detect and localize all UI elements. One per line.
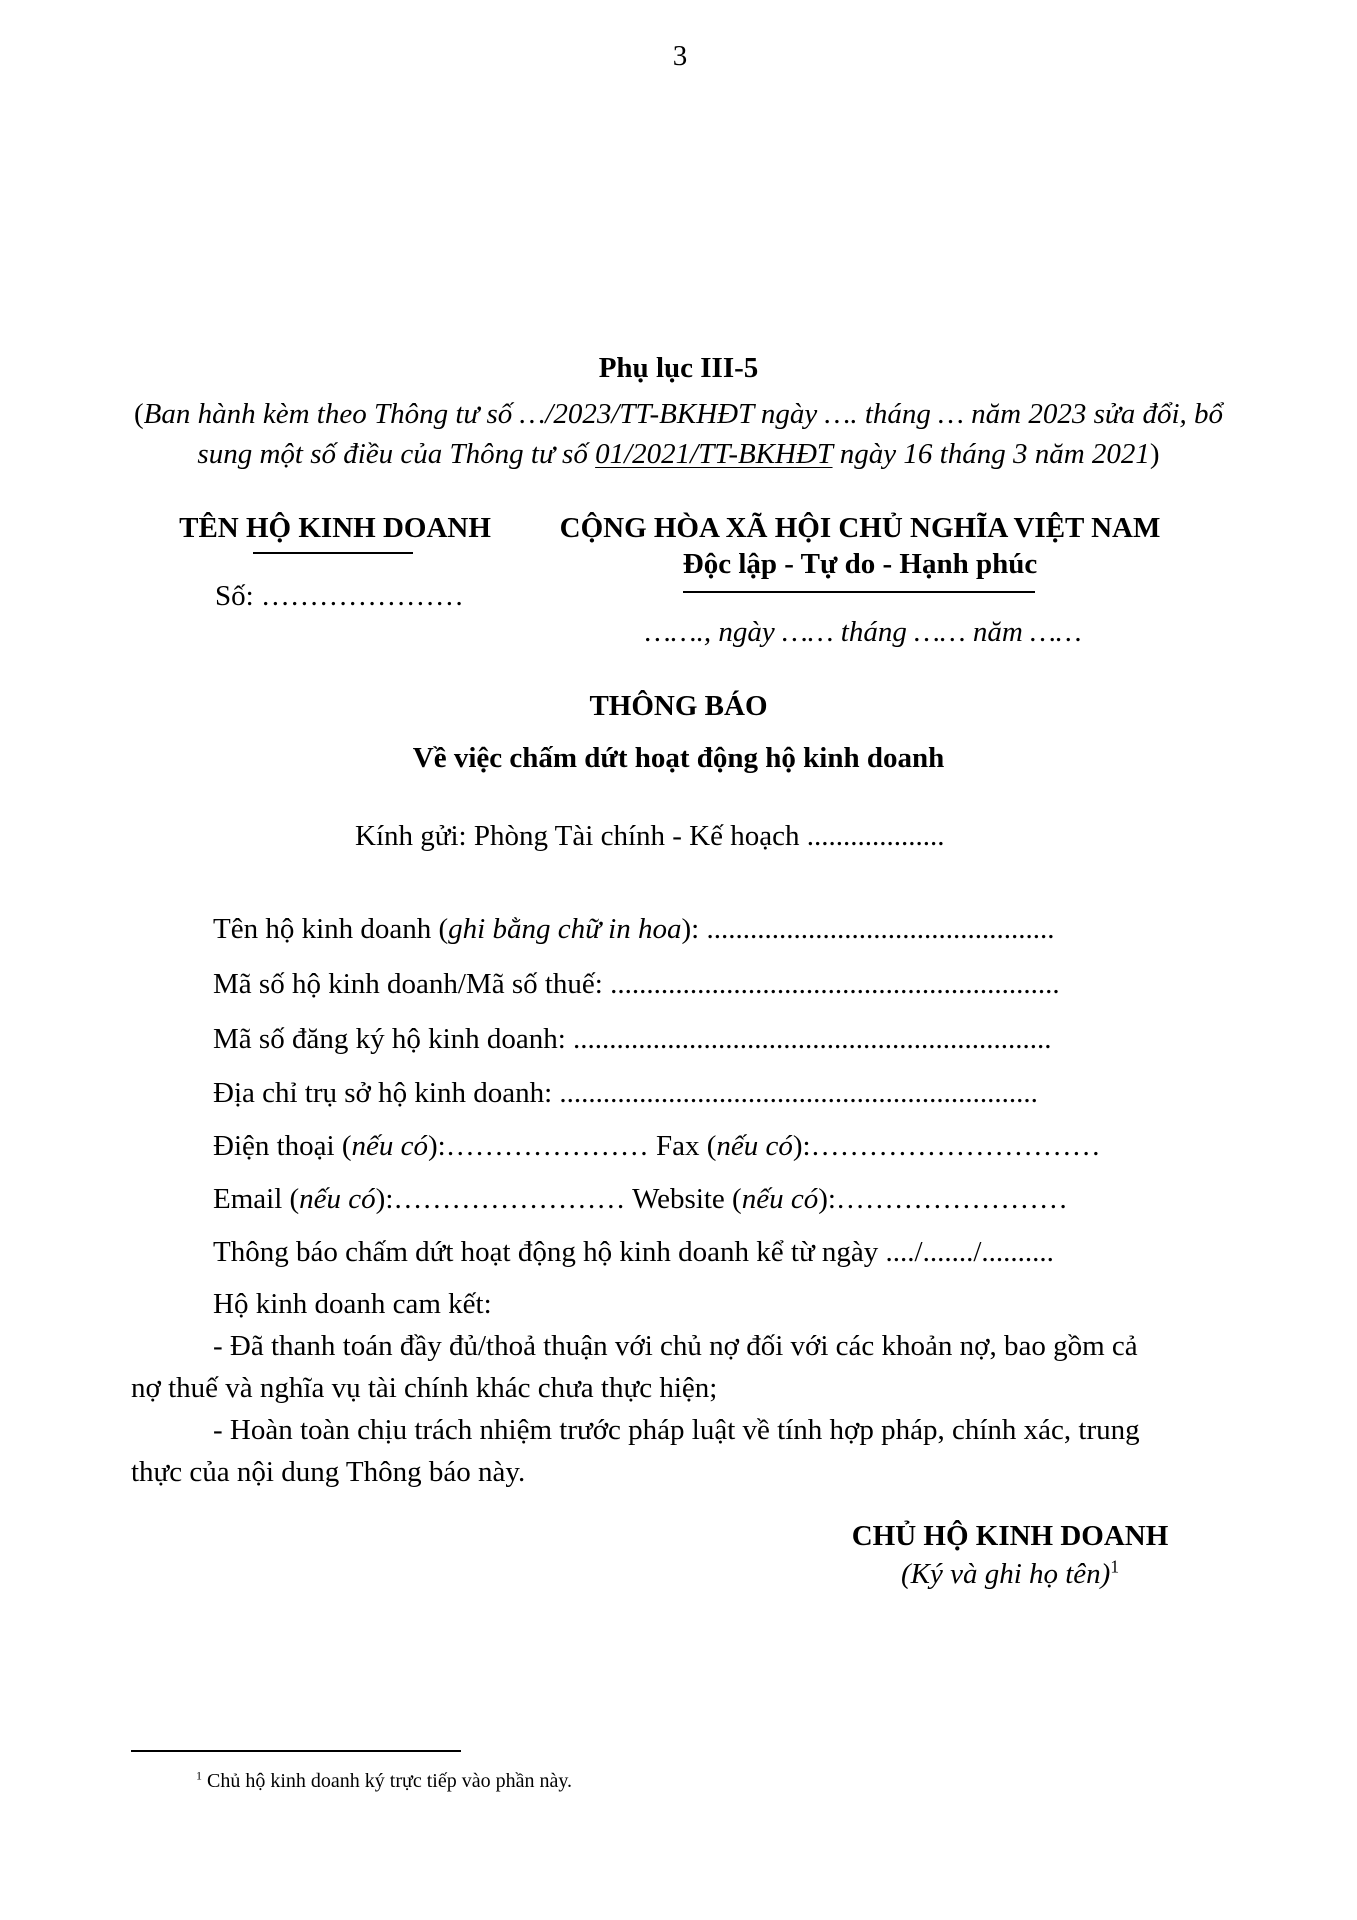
commitment-item-2-line-2: thực của nội dung Thông báo này. <box>131 1456 526 1488</box>
notice-title: THÔNG BÁO <box>589 690 768 722</box>
field-website-hint: nếu có <box>741 1183 819 1215</box>
date-line: ……., ngày …… tháng …… năm …… <box>645 616 1082 648</box>
footnote-number: 1 <box>196 1768 202 1783</box>
field-business-name-hint: ghi bằng chữ in hoa <box>448 913 682 945</box>
footnote-reference: 1 <box>1110 1556 1120 1577</box>
issued-text-2b: ngày 16 tháng 3 năm 2021 <box>832 438 1150 470</box>
field-phone-blank: ):………………… Fax ( <box>428 1130 717 1162</box>
field-phone-fax <box>213 1130 1101 1163</box>
page-number: 3 <box>672 40 688 72</box>
field-business-name <box>213 913 1054 946</box>
notice-recipient: Kính gửi: Phòng Tài chính - Kế hoạch ................... <box>355 820 945 852</box>
org-name: TÊN HỘ KINH DOANH <box>179 512 491 544</box>
issued-note-line1 <box>0 398 1357 431</box>
field-termination-date: Thông báo chấm dứt hoạt động hộ kinh doanh kể từ ngày ..../......./.......... <box>213 1236 1054 1268</box>
field-email-hint: nếu có <box>299 1183 376 1215</box>
notice-subject: Về việc chấm dứt hoạt động hộ kinh doanh <box>412 742 945 774</box>
field-email-website <box>213 1183 1068 1216</box>
issued-paren-open: ( <box>133 398 144 430</box>
issued-circular-number: 01/2021/TT-BKHĐT <box>595 438 833 470</box>
commitment-item-1-line-1: - Đã thanh toán đầy đủ/thoả thuận với chủ nợ đối với các khoản nợ, bao gồm cả <box>213 1330 1138 1362</box>
field-fax-hint: nếu có <box>716 1130 793 1162</box>
field-business-name-blank: ): ................................................ <box>681 913 1055 945</box>
field-address: Địa chỉ trụ sở hộ kinh doanh: .................................................................. <box>213 1077 1038 1109</box>
signature-title: CHỦ HỘ KINH DOANH <box>851 1520 1169 1552</box>
field-email-label: Email ( <box>213 1183 300 1215</box>
signature-note <box>790 1558 1230 1591</box>
issued-text-2a: sung một số điều của Thông tư số <box>197 438 596 470</box>
motto-underline <box>683 591 1035 593</box>
commitment-item-1-line-2: nợ thuế và nghĩa vụ tài chính khác chưa thực hiện; <box>131 1372 718 1404</box>
doc-number: Số: ………………… <box>215 580 464 612</box>
org-name-underline <box>253 552 413 554</box>
commitment-heading: Hộ kinh doanh cam kết: <box>213 1288 492 1320</box>
footnote <box>196 1770 572 1793</box>
field-registration-code: Mã số đăng ký hộ kinh doanh: .................................................................. <box>213 1023 1052 1055</box>
country-name: CỘNG HÒA XÃ HỘI CHỦ NGHĨA VIỆT NAM <box>559 512 1161 544</box>
field-website-blank: ):…………………… <box>818 1183 1068 1215</box>
commitment-item-2-line-1: - Hoàn toàn chịu trách nhiệm trước pháp luật về tính hợp pháp, chính xác, trung <box>213 1414 1140 1446</box>
field-phone-label: Điện thoại ( <box>213 1130 352 1162</box>
field-business-name-label: Tên hộ kinh doanh ( <box>213 913 449 945</box>
issued-paren-close: ) <box>1149 438 1160 470</box>
field-email-blank: ):…………………… Website ( <box>375 1183 742 1215</box>
signature-note-text: (Ký và ghi họ tên) <box>900 1558 1111 1590</box>
footnote-separator <box>131 1750 461 1752</box>
issued-text-1: Ban hành kèm theo Thông tư số …/2023/TT-BKHĐT ngày …. tháng … năm 2023 sửa đổi, bổ <box>143 398 1224 430</box>
footnote-text: Chủ hộ kinh doanh ký trực tiếp vào phần này. <box>202 1770 573 1792</box>
national-motto: Độc lập - Tự do - Hạnh phúc <box>682 548 1038 580</box>
appendix-title: Phụ lục III-5 <box>598 352 759 384</box>
field-fax-blank: ):………………………… <box>792 1130 1101 1162</box>
issued-note-line2 <box>0 438 1357 471</box>
field-tax-code: Mã số hộ kinh doanh/Mã số thuế: .............................................................. <box>213 968 1060 1000</box>
field-phone-hint: nếu có <box>351 1130 429 1162</box>
